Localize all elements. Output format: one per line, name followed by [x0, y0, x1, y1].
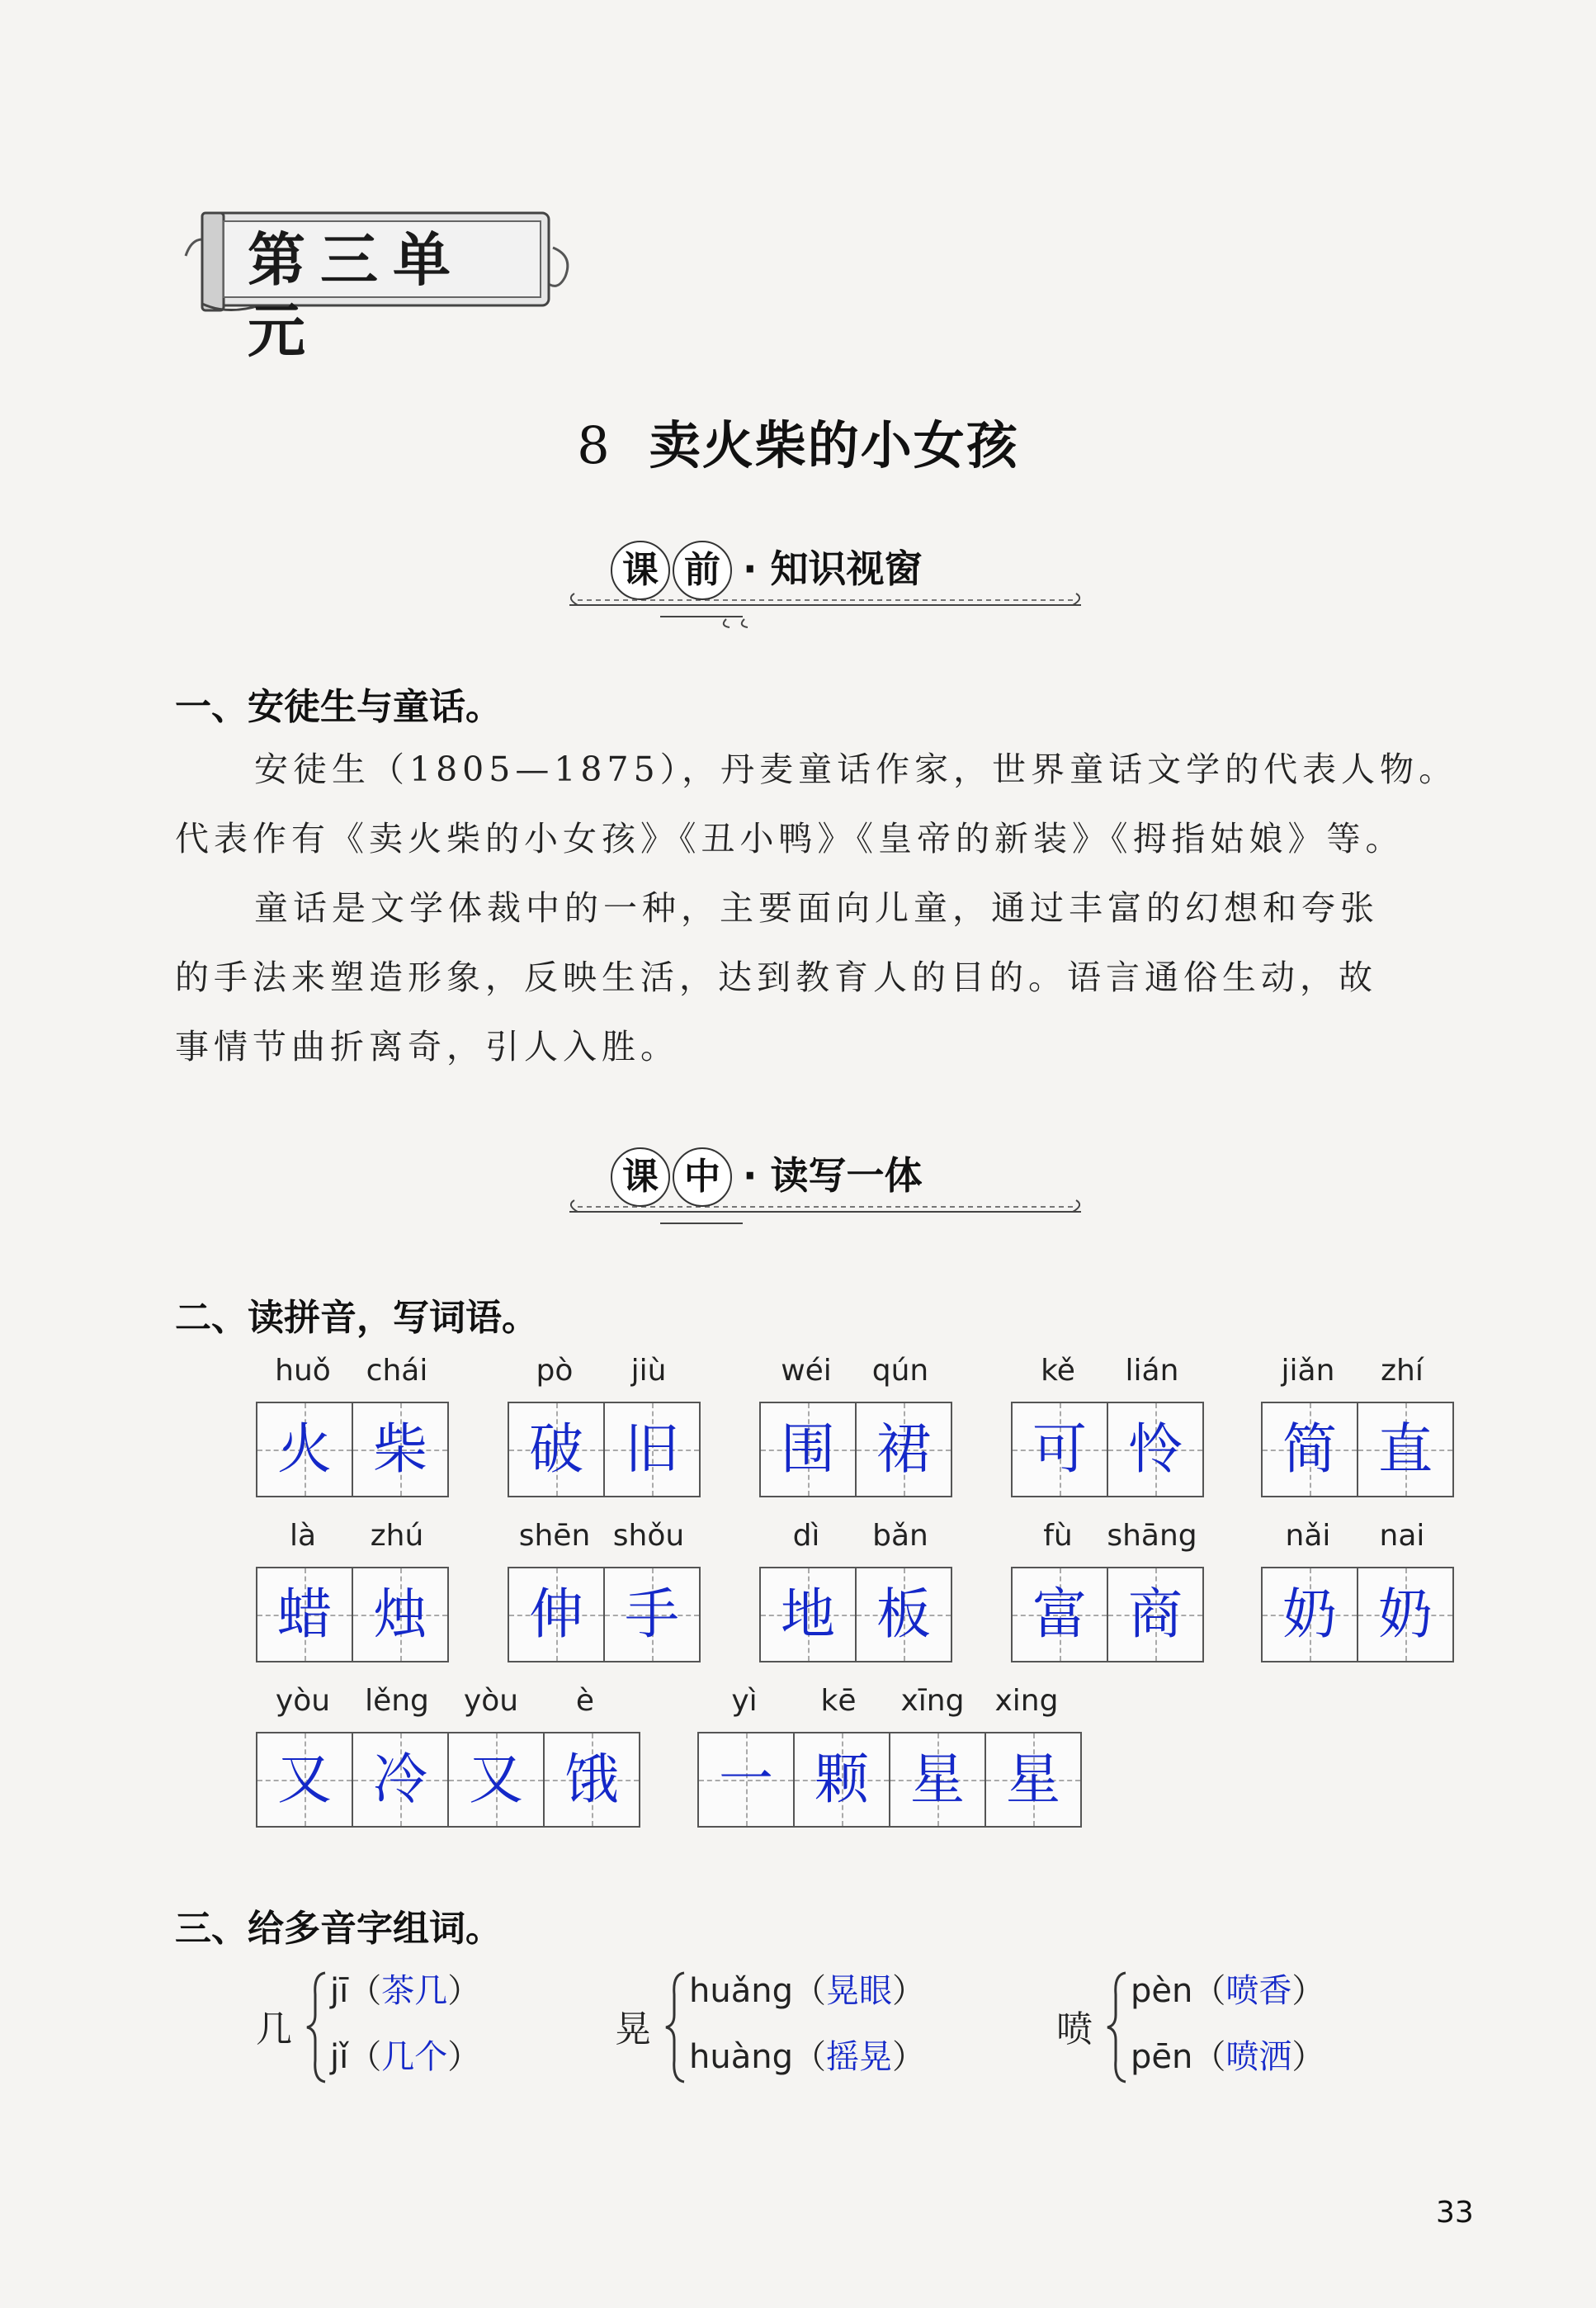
tianzige-cell	[699, 1733, 795, 1826]
pinyin-syllable: fù	[1043, 1519, 1073, 1553]
handwritten-char: 围	[781, 1417, 835, 1481]
para2-line1: 童话是文学体裁中的一种，主要面向儿童，通过丰富的幻想和夸张	[254, 888, 1379, 928]
word-item	[1261, 1354, 1449, 1481]
banner-circle-zhong: 中	[673, 1147, 732, 1207]
handwritten-char: 简	[1282, 1417, 1337, 1481]
pinyin-syllable: yì	[731, 1684, 758, 1718]
handwritten-char: 星	[1006, 1748, 1060, 1811]
pinyin-row	[1261, 1519, 1449, 1567]
banner-circle-qian: 前	[673, 541, 732, 600]
handwritten-char: 破	[529, 1417, 583, 1481]
poly-char: 晃	[615, 2008, 651, 2050]
tianzige-cell	[605, 1568, 699, 1661]
tianzige-cell	[353, 1733, 449, 1826]
word-item	[759, 1354, 947, 1481]
lesson-name: 卖火柴的小女孩	[649, 415, 1019, 475]
tianzige-cell	[605, 1403, 699, 1496]
tianzige-boxes	[256, 1567, 449, 1662]
handwritten-char: 商	[1128, 1582, 1183, 1646]
banner-label-knowledge-window: · 知识视窗	[743, 546, 923, 591]
poly-line: jǐ（几个）	[330, 2038, 481, 2076]
tianzige-cell	[257, 1403, 353, 1496]
poly-pinyin: pèn	[1131, 1972, 1193, 2010]
poly-answer: 茶几	[381, 1972, 448, 2010]
pinyin-syllable: là	[289, 1519, 317, 1553]
tianzige-cell	[857, 1403, 951, 1496]
poly-answer: 几个	[381, 2038, 448, 2076]
page-number: 33	[1436, 2196, 1474, 2230]
handwritten-char: 怜	[1128, 1417, 1183, 1481]
pinyin-syllable: huǒ	[275, 1354, 331, 1388]
handwritten-char: 地	[781, 1582, 835, 1646]
poly-answer: 喷洒	[1225, 2038, 1292, 2076]
tianzige-boxes	[256, 1732, 640, 1828]
handwritten-char: 又	[469, 1748, 523, 1811]
word-item	[697, 1684, 1074, 1811]
pinyin-syllable: zhú	[370, 1519, 424, 1553]
pinyin-syllable: lián	[1125, 1354, 1179, 1388]
pinyin-syllable: wéi	[781, 1354, 832, 1388]
pinyin-row	[508, 1519, 696, 1567]
brace-icon	[664, 1970, 689, 2085]
unit-title: 第三单元	[248, 226, 465, 365]
tianzige-cell	[857, 1568, 951, 1661]
pinyin-row	[508, 1354, 696, 1402]
pinyin-syllable: jiù	[630, 1354, 667, 1388]
pinyin-syllable: nǎi	[1285, 1519, 1331, 1553]
handwritten-char: 星	[910, 1748, 965, 1811]
tianzige-boxes	[759, 1567, 952, 1662]
pinyin-syllable: xing	[994, 1684, 1059, 1718]
pinyin-syllable: pò	[536, 1354, 574, 1388]
handwritten-char: 裙	[876, 1417, 931, 1481]
para2-line2: 的手法来塑造形象，反映生活，达到教育人的目的。语言通俗生动，故	[175, 958, 1377, 997]
poly-pinyin: jī	[330, 1972, 349, 2010]
tianzige-cell	[761, 1403, 857, 1496]
tianzige-boxes	[1261, 1567, 1454, 1662]
tianzige-cell	[1358, 1568, 1452, 1661]
tianzige-boxes	[1261, 1402, 1454, 1497]
para2-line3: 事情节曲折离奇，引人入胜。	[175, 1027, 679, 1067]
tianzige-cell	[353, 1568, 447, 1661]
handwritten-char: 颗	[815, 1748, 869, 1811]
pinyin-row	[1261, 1354, 1449, 1402]
pinyin-syllable: kě	[1041, 1354, 1075, 1388]
tianzige-cell	[1013, 1403, 1108, 1496]
pinyin-syllable: chái	[366, 1354, 428, 1388]
para1-line2: 代表作有《卖火柴的小女孩》《丑小鸭》《皇帝的新装》《拇指姑娘》等。	[175, 819, 1405, 858]
pinyin-syllable: xīng	[900, 1684, 965, 1718]
word-item	[256, 1684, 632, 1811]
tianzige-boxes	[256, 1402, 449, 1497]
tianzige-cell	[509, 1403, 605, 1496]
poly-pinyin: pēn	[1131, 2038, 1193, 2076]
poly-line: pèn（喷香）	[1131, 1972, 1325, 2010]
handwritten-char: 柴	[373, 1417, 427, 1481]
word-item	[1011, 1354, 1199, 1481]
tianzige-cell	[986, 1733, 1080, 1826]
word-item	[256, 1519, 444, 1646]
pinyin-syllable: yòu	[275, 1684, 331, 1718]
tianzige-cell	[1108, 1403, 1202, 1496]
handwritten-char: 板	[876, 1582, 931, 1646]
pinyin-row	[1011, 1354, 1199, 1402]
banner-circle-ke: 课	[611, 541, 670, 600]
poly-answer: 喷香	[1225, 1972, 1292, 2010]
word-item	[508, 1354, 696, 1481]
poly-answer: 晃眼	[825, 1972, 892, 2010]
pinyin-syllable: qún	[871, 1354, 929, 1388]
poly-char: 几	[256, 2008, 292, 2050]
pinyin-syllable: zhí	[1381, 1354, 1424, 1388]
pinyin-syllable: nai	[1379, 1519, 1425, 1553]
pinyin-syllable: shǒu	[612, 1519, 685, 1553]
tianzige-cell	[257, 1733, 353, 1826]
heading-polyphonic: 三、给多音字组词。	[175, 1908, 502, 1950]
handwritten-char: 可	[1032, 1417, 1087, 1481]
tianzige-boxes	[759, 1402, 952, 1497]
tianzige-boxes	[508, 1567, 701, 1662]
tianzige-cell	[1013, 1568, 1108, 1661]
tianzige-cell	[449, 1733, 545, 1826]
brace-icon	[305, 1970, 330, 2085]
tianzige-cell	[257, 1568, 353, 1661]
heading-andersen: 一、安徒生与童话。	[175, 686, 502, 728]
pinyin-syllable: è	[575, 1684, 595, 1718]
pinyin-row	[1011, 1519, 1199, 1567]
word-item	[256, 1354, 444, 1481]
handwritten-char: 烛	[373, 1582, 427, 1646]
tianzige-cell	[890, 1733, 986, 1826]
pinyin-row	[697, 1684, 1074, 1732]
pinyin-syllable: kē	[820, 1684, 857, 1718]
tianzige-cell	[1263, 1403, 1358, 1496]
poly-char: 喷	[1056, 2008, 1093, 2050]
tianzige-cell	[761, 1568, 857, 1661]
pinyin-syllable: shēn	[518, 1519, 591, 1553]
pinyin-syllable: lěng	[365, 1684, 429, 1718]
tianzige-cell	[545, 1733, 639, 1826]
para1-line1: 安徒生（1805—1875），丹麦童话作家，世界童话文学的代表人物。	[254, 750, 1458, 789]
pinyin-syllable: shāng	[1107, 1519, 1197, 1553]
handwritten-char: 直	[1378, 1417, 1433, 1481]
tianzige-cell	[353, 1403, 447, 1496]
word-item	[759, 1519, 947, 1646]
banner-circle-ke: 课	[611, 1147, 670, 1207]
handwritten-char: 饿	[564, 1748, 619, 1811]
tianzige-cell	[509, 1568, 605, 1661]
handwritten-char: 富	[1032, 1582, 1087, 1646]
word-item	[508, 1519, 696, 1646]
poly-line: jī（茶几）	[330, 1972, 481, 2010]
poly-pinyin: huàng	[689, 2038, 793, 2076]
pinyin-row	[759, 1519, 947, 1567]
handwritten-char: 一	[719, 1748, 773, 1811]
pinyin-syllable: yòu	[463, 1684, 519, 1718]
handwritten-char: 又	[277, 1748, 332, 1811]
lesson-number: 8	[577, 415, 611, 475]
brace-icon	[1106, 1970, 1131, 2085]
pinyin-syllable: bǎn	[872, 1519, 928, 1553]
tianzige-boxes	[1011, 1402, 1204, 1497]
heading-pinyin-words: 二、读拼音，写词语。	[175, 1297, 538, 1339]
tianzige-cell	[795, 1733, 890, 1826]
poly-pinyin: huǎng	[689, 1972, 793, 2010]
pinyin-row	[256, 1684, 632, 1732]
word-item	[1011, 1519, 1199, 1646]
tianzige-boxes	[697, 1732, 1082, 1828]
poly-line: huǎng（晃眼）	[689, 1972, 925, 2010]
poly-line: huàng（摇晃）	[689, 2038, 925, 2076]
tianzige-boxes	[1011, 1567, 1204, 1662]
pinyin-row	[256, 1519, 444, 1567]
pinyin-row	[759, 1354, 947, 1402]
pinyin-syllable: jiǎn	[1281, 1354, 1335, 1388]
pinyin-syllable: dì	[792, 1519, 820, 1553]
tianzige-cell	[1263, 1568, 1358, 1661]
tianzige-cell	[1358, 1403, 1452, 1496]
handwritten-char: 旧	[625, 1417, 679, 1481]
handwritten-char: 手	[625, 1582, 679, 1646]
banner-label-read-write: · 读写一体	[743, 1153, 923, 1198]
handwritten-char: 伸	[529, 1582, 583, 1646]
pinyin-row	[256, 1354, 444, 1402]
tianzige-boxes	[508, 1402, 701, 1497]
poly-line: pēn（喷洒）	[1131, 2038, 1325, 2076]
handwritten-char: 火	[277, 1417, 332, 1481]
handwritten-char: 奶	[1282, 1582, 1337, 1646]
handwritten-char: 奶	[1378, 1582, 1433, 1646]
handwritten-char: 冷	[373, 1748, 427, 1811]
poly-pinyin: jǐ	[330, 2038, 349, 2076]
poly-answer: 摇晃	[825, 2038, 892, 2076]
word-item	[1261, 1519, 1449, 1646]
handwritten-char: 蜡	[277, 1582, 332, 1646]
tianzige-cell	[1108, 1568, 1202, 1661]
